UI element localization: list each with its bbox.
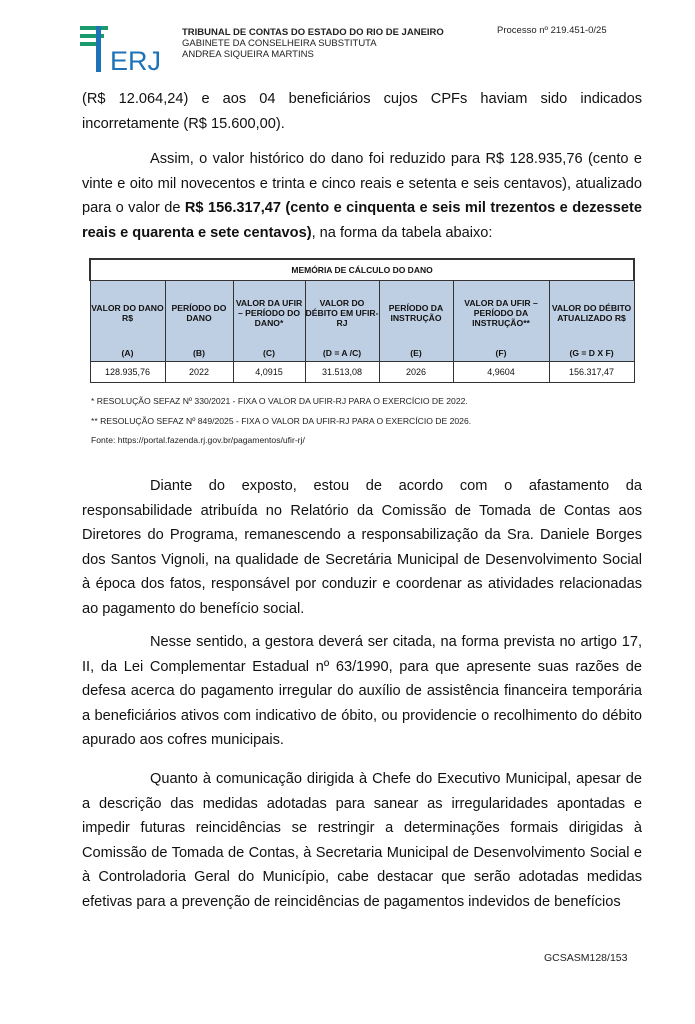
table-cell: 2022 <box>165 362 233 383</box>
footnote-1: * RESOLUÇÃO SEFAZ Nº 330/2021 - FIXA O VALOR DA UFIR-RJ PARA O EXERCÍCIO DE 2022. <box>91 396 468 406</box>
org-name: TRIBUNAL DE CONTAS DO ESTADO DO RIO DE JANEIRO <box>182 27 444 38</box>
page-header <box>0 0 695 80</box>
paragraph-2-bold: R$ 156.317,47 (cento e cinquenta e seis mil trezentos e dezessete reais e quarenta e sete centavos) <box>82 200 642 241</box>
column-letter: (G = D X F) <box>549 345 634 362</box>
column-header: VALOR DA UFIR – PERÍODO DO DANO* <box>233 281 305 346</box>
column-header: VALOR DO DÉBITO ATUALIZADO R$ <box>549 281 634 346</box>
column-letter: (F) <box>453 345 549 362</box>
organization-block <box>182 27 444 60</box>
table-cell: 128.935,76 <box>90 362 165 383</box>
table-cell: 31.513,08 <box>305 362 379 383</box>
paragraph-2-text-c: , na forma da tabela abaixo: <box>311 224 493 241</box>
footnote-2: ** RESOLUÇÃO SEFAZ Nº 849/2025 - FIXA O VALOR DA UFIR-RJ PARA O EXERCÍCIO DE 2026. <box>91 416 472 426</box>
table-cell: 4,0915 <box>233 362 305 383</box>
paragraph-1: (R$ 12.064,24) e aos 04 beneficiários cujos CPFs haviam sido indicados incorretamente (R$ 15.600,00). <box>82 91 642 132</box>
column-letter: (E) <box>379 345 453 362</box>
table-cell: 2026 <box>379 362 453 383</box>
source-note: Fonte: https://portal.fazenda.rj.gov.br/pagamentos/ufir-rj/ <box>91 435 305 445</box>
table-cell: 156.317,47 <box>549 362 634 383</box>
page-footer-code: GCSASM128/153 <box>544 952 628 964</box>
svg-text:ERJ: ERJ <box>110 46 162 74</box>
process-number: Processo nº 219.451-0/25 <box>497 25 607 36</box>
column-header: PERÍODO DA INSTRUÇÃO <box>379 281 453 346</box>
column-letter: (D = A /C) <box>305 345 379 362</box>
paragraph-3: Diante do exposto, estou de acordo com o afastamento da responsabilidade atribuída no Relatório da Comissão de Tomada de Contas aos Diretores do Programa, remanescendo a responsabilização da Sra. Daniele Borges dos Santos Vignoli, na qualidade de Secretária Municipal de Desenvolvimento Social à época dos fatos, responsável por conduzir e coordenar as atividades relacionadas ao pagamento do benefício social. <box>82 478 642 617</box>
column-letter: (A) <box>90 345 165 362</box>
paragraph-4: Nesse sentido, a gestora deverá ser citada, na forma prevista no artigo 17, II, da Lei Complementar Estadual nº 63/1990, para que apresente suas razões de defesa acerca do pagamento irregular do auxílio de assistência financeira temporária a beneficiários ativos com indicativo de óbito, ou providencie o recolhimento do débito apurado aos cofres municipais. <box>82 634 642 748</box>
org-person: ANDREA SIQUEIRA MARTINS <box>182 49 314 60</box>
tcerj-logo <box>80 24 170 74</box>
column-header: VALOR DO DANO R$ <box>90 281 165 346</box>
column-header: VALOR DA UFIR – PERÍODO DA INSTRUÇÃO** <box>453 281 549 346</box>
column-header: PERÍODO DO DANO <box>165 281 233 346</box>
org-cabinet: GABINETE DA CONSELHEIRA SUBSTITUTA <box>182 38 377 49</box>
table-cell: 4,9604 <box>453 362 549 383</box>
column-letter: (C) <box>233 345 305 362</box>
paragraph-2 <box>82 147 642 245</box>
column-header: VALOR DO DÉBITO EM UFIR-RJ <box>305 281 379 346</box>
column-letter: (B) <box>165 345 233 362</box>
table-title: MEMÓRIA DE CÁLCULO DO DANO <box>90 259 634 281</box>
damage-calculation-table <box>89 258 635 383</box>
paragraph-2-text-a: Assim, o valor histórico do dano foi reduzido para R$ 128.935,76 (cento e vinte e oito mil novecentos e trinta e cinco reais e setenta e seis centavos), atualizado para o valor de <box>82 151 642 216</box>
paragraph-5: Quanto à comunicação dirigida à Chefe do Executivo Municipal, apesar de a descrição das medidas adotadas para sanear as irregularidades apontadas e impedir futuras reincidências se restringir a determinações formais dirigidas à Comissão de Tomada de Contas, à Secretaria Municipal de Desenvolvimento Social e à Controladoria Geral do Município, cabe destacar que serão adotadas medidas efetivas para a prevenção de reincidências de pagamentos indevidos de benefícios <box>82 771 642 910</box>
